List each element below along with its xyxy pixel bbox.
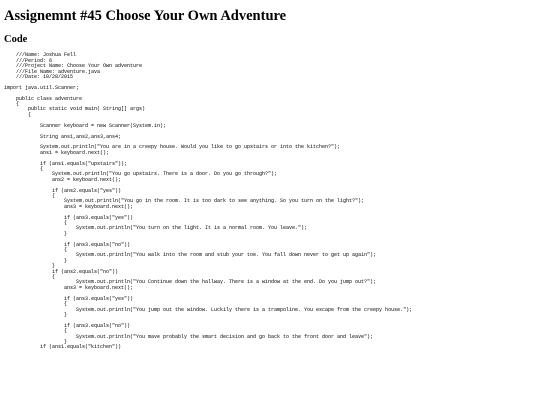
code-line: System.out.println("You go in the room. It is too dark to see anything. So you turn on the light?");: [4, 198, 365, 205]
code-line: {: [4, 192, 56, 199]
code-line: ans2 = keyboard.next();: [4, 176, 122, 183]
code-line: ///Name: Joshua Fell: [4, 52, 77, 59]
code-line: public static void main( String[] args): [4, 106, 146, 113]
code-line: System.out.println("You Continue down the hallway. There is a window at the end. Do you jump out?");: [4, 279, 377, 286]
code-line: ans1 = keyboard.next();: [4, 149, 110, 156]
code-line: if (ans1.equals("upstairs"));: [4, 160, 128, 167]
code-line: System.out.println("You walk into the room and stub your toe. You fall down never to get up again");: [4, 252, 377, 259]
code-line: if (ans1.equals("kitchen")): [4, 344, 122, 351]
code-line: ///Period: 6: [4, 57, 53, 64]
code-line: {: [4, 165, 44, 172]
code-line: ///File Name: adventure.java: [4, 68, 101, 75]
code-line: ///Date: 10/28/2015: [4, 74, 74, 81]
code-block: [4, 48, 412, 351]
code-line: }: [4, 230, 68, 237]
code-line: ans3 = keyboard.next();: [4, 284, 134, 291]
code-line: System.out.println("You are in a creepy house. Would you like to go upstairs or into the kitchen?");: [4, 144, 341, 151]
code-line: {: [4, 247, 68, 254]
code-line: if (ans2.equals("yes")): [4, 187, 122, 194]
code-line: System.out.println("You mave probably the smart decision and go back to the front door and leave");: [4, 333, 374, 340]
code-line: {: [4, 274, 56, 281]
code-line: }: [4, 263, 56, 270]
code-line: if (ans3.equals("no")): [4, 241, 131, 248]
code-line: System.out.println("You go upstairs. There is a door. Do you go through?");: [4, 171, 278, 178]
code-line: }: [4, 311, 68, 318]
code-line: {: [4, 111, 32, 118]
code-line: String ans1,ans2,ans3,ans4;: [4, 133, 122, 140]
code-line: }: [4, 257, 68, 264]
code-line: {: [4, 301, 68, 308]
section-heading-code: Code: [4, 34, 28, 45]
code-line: {: [4, 220, 68, 226]
code-line: public class adventure: [4, 95, 83, 102]
code-line: }: [4, 338, 68, 345]
code-line: import java.util.Scanner;: [4, 84, 80, 91]
code-line: ans3 = keyboard.next();: [4, 203, 134, 210]
page-title: Assignemnt #45 Choose Your Own Adventure: [4, 8, 287, 24]
code-line: if (ans3.equals("yes")): [4, 214, 134, 221]
code-line: {: [4, 328, 68, 335]
code-line: if (ans3.equals("no")): [4, 322, 131, 329]
code-line: if (ans2.equals("no")): [4, 268, 119, 275]
code-line: Scanner keyboard = new Scanner(System.in);: [4, 122, 167, 129]
code-line: ///Project Name: Choose Your Own adventure: [4, 63, 143, 70]
code-line: {: [4, 101, 20, 108]
code-line: System.out.println("You turn on the light. It is a normal room. You leave.");: [4, 225, 308, 232]
code-line: System.out.println("You jump out the window. Luckily there is a trampoline. You escape from the creepy house.");: [4, 306, 413, 313]
code-line: if (ans3.equals("yes")): [4, 295, 134, 302]
